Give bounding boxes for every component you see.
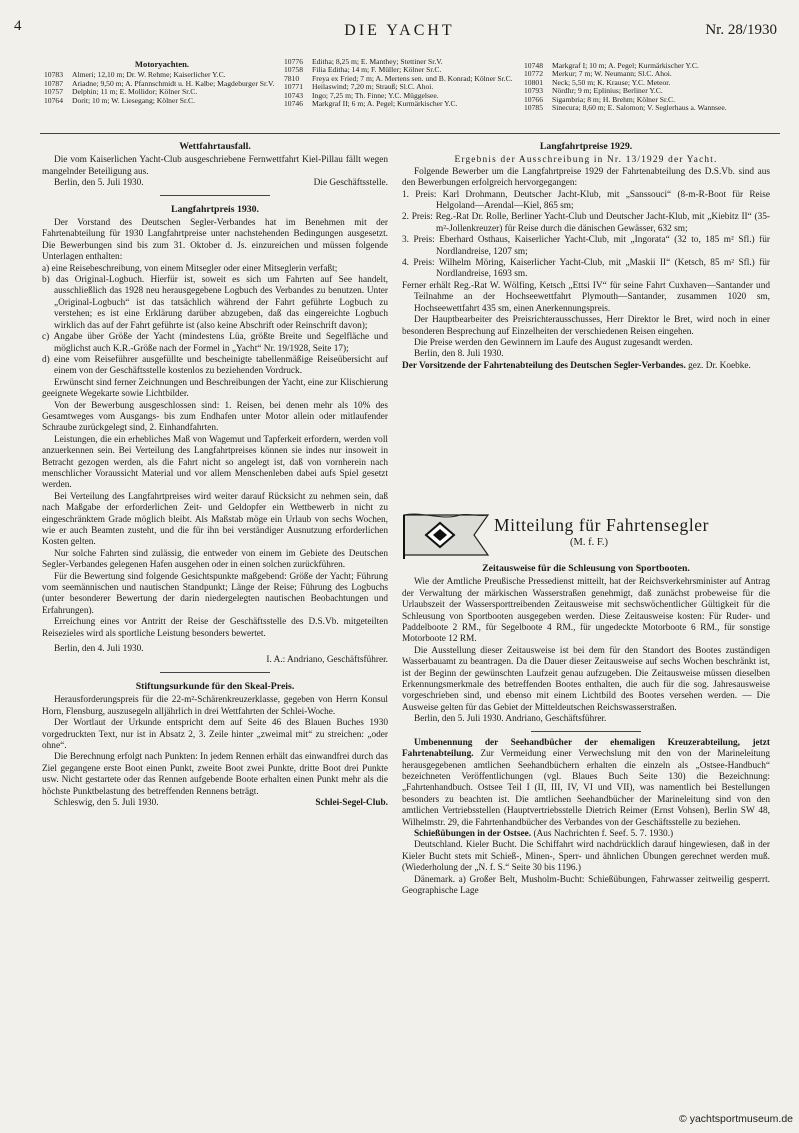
mitteilung-subtitle: (M. f. F.) [570, 537, 608, 548]
list-item [284, 100, 516, 108]
wettfahrtausfall-signer: Die Geschäftsstelle. [313, 178, 388, 189]
paragraph: Von der Bewerbung ausgeschlossen sind: 1. Reisen, bei denen mehr als 10% des Gesamtweges vom Ausgangs- bis zum Endhafen unter Motor allein oder mitlaufender Schraube zurückgelegt sind, 2. Einhandfahrten. [42, 400, 388, 434]
paragraph: Erreichung eines vor Antritt der Reise der Geschäftsstelle des D.S.Vb. mitgeteilten Reisezieles wird als sportliche Leistung besonders bewertet. [42, 617, 388, 639]
motoryachten-col-3 [524, 62, 774, 112]
langfahrtpreis-item-a: a) eine Reisebeschreibung, von einem Mitsegler oder einer Mitseglerin verfaßt; [42, 263, 338, 274]
paragraph: Wie der Amtliche Preußische Pressedienst mitteilt, hat der Reichsverkehrsminister auf Antrag der Verwaltung der märkischen Wasserstraßen genehmigt, daß zunächst probeweise für die Urlaubszeit der Wassersporttreibenden Zeitausweise mit sechswöchentlicher Gültigkeit für die Schleusung von Sportbooten ausgegeben werden. Diese Zeitausweise kosten: Für Ruder- und Paddelboote 2 RM., für Segelboote 4 RM., für ungedeckte Motorboote 6 RM., für sonstige Motorboote 12 RM. [402, 577, 770, 645]
yacht-number: 10772 [524, 69, 543, 79]
stiftungsurkunde-signer: Schlei-Segel-Club. [315, 797, 388, 808]
langfahrtpreise-1929-heading: Langfahrtpreise 1929. [539, 141, 633, 152]
signer-title: Der Vorsitzende der Fahrtenabteilung des Deutschen Segler-Verbandes. [402, 360, 686, 371]
schiessuebungen-heading: Schießübungen in der Ostsee. [414, 828, 532, 839]
prize-2: 2. Preis: Reg.-Rat Dr. Rolle, Berliner Yacht-Club und Deutscher Jacht-Klub, mit „Kiebitz II“ (35-m²-Jollenkreuzer) für Reise durch die dänischen Gewässer, 632 sm; [402, 212, 770, 234]
yacht-entry: Nördhr; 9 m; Eplinius; Berliner Y.C. [552, 86, 663, 96]
wettfahrtausfall-heading: Wettfahrtausfall. [179, 141, 251, 152]
yacht-number: 10764 [44, 95, 63, 105]
langfahrtpreise-1929-signer [402, 361, 770, 372]
zeitausweise-heading: Zeitausweise für die Schleusung von Sportbooten. [482, 563, 690, 574]
yacht-entry: Dorit; 10 m; W. Liesegang; Kölner Sr.C. [72, 95, 195, 105]
langfahrtpreis-item-d: d) eine vom Reiseführer ausgefüllte und bescheinigte tabellenmäßige Reiseübersicht auf einem von der Geschäftsstelle kostenlos zu beziehenden Vordruck. [42, 354, 388, 377]
yacht-number: 10766 [524, 94, 543, 104]
umbenennung-text: Zur Vermeidung einer Verwechslung mit den von der Marineleitung herausgegebenen amtlichen Seehandbüchern erhalten die einzeln als „Ostsee-Handbuch“ bezeichneten Veröffentlichungen (vgl. Blaues Buch Seite 130) die Bezeichnung: „Fahrtenhandbuch. Ostsee Teil I (II, III, IV, VI und VII), was namentlich bei Bestellungen besonders zu beachten ist. Die amtlichen Seehandbücher der Marineleitung sind von den amtlichen Vertriebsstellen (Hauptvertriebsstelle Dietrich Reimer (Ernst Vohsen), Berlin SW 48, Wilhelmstr. 29, die Fahrtenhandbücher des Verbandes von der Geschäftsstelle zu beziehen. [402, 749, 770, 828]
paragraph: Ferner erhält Reg.-Rat W. Wölfing, Ketsch „Ettsi IV“ für seine Fahrt Cuxhaven—Santander und Teilnahme an der Hochseewettfahrt Plymouth—Santander, zusammen 1020 sm, Hochseewettfahrt 435 sm, einen Anerkennungspreis. [402, 280, 770, 314]
section-divider [40, 133, 780, 134]
paragraph: Dänemark. a) Großer Belt, Musholm-Bucht: Schießübungen, Fahrwasser zeitweilig gesperrt. Geographische Lage [402, 874, 770, 896]
yacht-number: 10785 [524, 103, 543, 113]
section-divider [160, 195, 270, 196]
zeitausweise-signer: Andriano, Geschäftsführer. [505, 714, 607, 725]
paragraph: Der Hauptbearbeiter des Preisrichterausschusses, Herr Direktor le Bret, wird noch in einer besonderen Besprechung auf Einzelheiten der verschiedenen Reisen eingehen. [402, 315, 770, 337]
pennant-flag-icon [402, 511, 492, 559]
running-title: DIE YACHT [344, 22, 455, 39]
langfahrtpreis-intro: Der Vorstand des Deutschen Segler-Verbandes hat im Benehmen mit der Fahrtenabteilung für 1930 Langfahrtpreise unter nachstehenden Bedingungen ausgesetzt. Die Bewerbungen sind bis zum 31. Oktober d. Js. einzureichen und müssen folgende Unterlagen enthalten: [42, 218, 388, 263]
yacht-entry: Sigambria; 8 m; H. Brehm; Kölner Sr.C. [552, 94, 675, 104]
left-column [42, 141, 388, 809]
yacht-entry: Markgraf I; 10 m; A. Pegel; Kurmärkischer Y.C. [552, 61, 699, 70]
wettfahrtausfall-text: Die vom Kaiserlichen Yacht-Club ausgeschriebene Fernwettfahrt Kiel-Pillau fällt wegen mangelnder Beteiligung aus. [42, 155, 388, 177]
right-column-upper [402, 141, 770, 372]
zeitausweise-signature [402, 714, 770, 725]
yacht-entry: Ingo; 7,25 m; Th. Finne; Y.C. Müggelsee. [312, 90, 439, 100]
yacht-number: 10793 [524, 86, 543, 96]
motoryachten-col-2 [284, 58, 516, 108]
umbenennung-heading: Umbenennung der Seehandbücher der ehemaligen Kreuzerabteilung, jetzt Fahrtenabteilung. [402, 737, 770, 760]
list-item [44, 97, 280, 105]
paragraph: Erwünscht sind ferner Zeichnungen und Beschreibungen der Yacht, eine zur Klischierung geeignete Wegekarte sowie Lichtbilder. [42, 377, 388, 400]
paragraph: Nur solche Fahrten sind zulässig, die entweder von einem im Gebiete des Deutschen Segler-Verbandes gelegenen Hafen ausgehen oder in einen solchen zurückführen. [42, 548, 388, 571]
langfahrtpreise-1929-intro: Folgende Bewerber um die Langfahrtpreise 1929 der Fahrtenabteilung des D.S.Vb. sind aus den Bewerbungen erfolgreich hervorgegangen: [402, 166, 770, 189]
right-column-lower [402, 563, 770, 897]
langfahrtpreis-signer: I. A.: Andriano, Geschäftsführer. [266, 655, 388, 666]
yacht-entry: Markgraf II; 6 m; A. Pegel; Kurmärkischer Y.C. [312, 99, 458, 109]
paragraph: Bei Verteilung des Langfahrtpreises wird weiter darauf Rücksicht zu nehmen sein, daß nach Maßgabe der erforderlichen Zeit- und Geldopfer ein Wettbewerb in nicht zu eingeschränktem Grade möglich bleibt. Als Maßstab möge ein Urlaub von sechs Wochen, wie er auch Beamten zusteht, und die für ihn bei verständiger Ausnutzung erforderlichen Kosten gelten. [42, 491, 388, 548]
yacht-entry: Ariadne; 9,50 m; A. Pfannschmidt u. H. Kalbe; Magdeburger Sr.V. [72, 78, 275, 88]
yacht-number: 10771 [284, 82, 303, 92]
section-divider [160, 672, 270, 673]
schiessuebungen-paragraph [402, 829, 770, 840]
umbenennung-paragraph [402, 738, 770, 829]
paragraph: Herausforderungspreis für die 22-m²-Schärenkreuzerklasse, gegeben von Herrn Konsul Horn, Flensburg, auszusegeln alljährlich in drei Wettfahrten der Schlei-Woche. [42, 695, 388, 717]
copyright-watermark: © yachtsportmuseum.de [679, 1113, 793, 1125]
langfahrtpreis-item-c: c) Angabe über Größe der Yacht (mindestens Lüa, größte Breite und Segelfläche und möglichst auch K.R.-Größe nach der Formel in „Yacht“ Nr. 19/1928, Seite 17); [42, 332, 388, 354]
stiftungsurkunde-heading: Stiftungsurkunde für den Skeal-Preis. [135, 680, 295, 692]
yacht-number: 10758 [284, 65, 303, 75]
langfahrtpreis-heading: Langfahrtpreis 1930. [171, 203, 259, 215]
yacht-entry: Heilaswind; 7,20 m; Strauß; Sl.C. Ahoi. [312, 82, 434, 92]
prize-1: 1. Preis: Karl Drohmann, Deutscher Jacht-Klub, mit „Sanssouci“ (8-m-R-Boot für Reise Helgoland—Arendal—Kiel, 865 sm; [402, 189, 770, 212]
yacht-number: 10743 [284, 90, 303, 100]
langfahrtpreise-1929-subheading: Ergebnis der Ausschreibung in Nr. 13/1929 der Yacht. [454, 155, 718, 166]
yacht-number: 7810 [284, 73, 300, 83]
mitteilung-title: Mitteilung für Fahrtensegler [494, 515, 710, 535]
yacht-entry: Merkur; 7 m; W. Neumann; Sl.C. Ahoi. [552, 69, 672, 79]
prize-4: 4. Preis: Wilhelm Möring, Kaiserlicher Yacht-Club, mit „Maskii II“ (Ketsch, 85 m² Sfl.) für Nordlandreise, 1693 sm. [402, 258, 770, 280]
wettfahrtausfall-signature [42, 178, 388, 189]
zeitausweise-date: Berlin, den 5. Juli 1930. [414, 714, 504, 725]
paragraph: Die Preise werden den Gewinnern im Laufe des August zugesandt werden. [414, 337, 693, 348]
yacht-number: 10801 [524, 77, 543, 87]
yacht-entry: Delphin; 11 m; E. Mollidor; Kölner Sr.C. [72, 87, 198, 97]
issue-number: Nr. 28/1930 [705, 22, 777, 38]
yacht-entry: Sinecura; 8,60 m; E. Salomon; V. Seglerhaus a. Wannsee. [552, 103, 727, 113]
page-number: 4 [14, 18, 22, 34]
langfahrtpreis-date: Berlin, den 4. Juli 1930. [54, 644, 144, 655]
paragraph: Für die Bewertung sind folgende Gesichtspunkte maßgebend: Größe der Yacht; Führung vom seemännischen und nautischen Standpunkt; Länge der Reise; Führung des Logbuchs (unter besonderer Bewertung der darin niedergelegten nautischen Beobachtungen und Erfahrungen). [42, 571, 388, 616]
yacht-number: 10776 [284, 57, 303, 66]
paragraph: Die Ausstellung dieser Zeitausweise ist bei dem für den Standort des Bootes zuständigen Wasserbauamt zu beantragen. Da die Dauer dieser Zeitausweise auf sechs Wochen beschränkt ist, ist der Beginn der gewünschten Laufzeit genau aufzugeben. Die Zeitausweise müssen dieselben Erkennungsmerkmale des betreffenden Bootes enthalten, die auch für die sog. Jahresausweise vorgeschrieben sind, und ebenso mit einem Lichtbild des Bootes versehen werden. — Die Ausweise gelten für das Gebiet der Mitteldeutschen Reichswasserstraßen. [402, 645, 770, 713]
section-divider [531, 731, 641, 732]
yacht-number: 10787 [44, 78, 63, 88]
paragraph: Deutschland. Kieler Bucht. Die Schiffahrt wird nachdrücklich darauf hingewiesen, daß in der Kieler Bucht stets mit Schieß-, Minen-, Sperr- und ähnlichen Übungen gerechnet werden muß. (Wiederholung der „N. f. S.“ Seite 30 bis 1196.) [402, 840, 770, 874]
motoryachten-heading: Motoryachten. [134, 59, 190, 69]
paragraph: Die Berechnung erfolgt nach Punkten: In jedem Rennen erhält das einwandfrei durch das Ziel gegangene erste Boot einen Punkt, zweite Boot zwei Punkte, dritte Boot drei Punkte usw. Nicht gestartete oder das Rennen aufgebende Boote erhalten einen Punkt mehr als die höchste Punktbelastung des betreffenden Rennens beträgt. [42, 752, 388, 797]
yacht-entry: Almeri; 12,10 m; Dr. W. Rehme; Kaiserlicher Y.C. [72, 70, 226, 80]
stiftungsurkunde-signature [42, 798, 388, 809]
yacht-number: 10746 [284, 99, 303, 109]
schiessuebungen-source: (Aus Nachrichten f. Seef. 5. 7. 1930.) [533, 828, 674, 839]
langfahrtpreise-1929-date: Berlin, den 8. Juli 1930. [414, 349, 504, 360]
motoryachten-col-1 [44, 60, 280, 105]
wettfahrtausfall-date: Berlin, den 5. Juli 1930. [54, 178, 144, 189]
yacht-entry: Freya ex Fried; 7 m; A. Mertens sen. und B. Konrad; Kölner Sr.C. [312, 73, 513, 83]
prize-3: 3. Preis: Eberhard Osthaus, Kaiserlicher Yacht-Club, mit „Ingorata“ (32 to, 185 m² Sfl.) für Nordlandreise, 1207 sm; [402, 235, 770, 257]
langfahrtpreis-item-b: b) das Original-Logbuch. Hierfür ist, soweit es sich um Fahrten auf See handelt, ausschließlich das 1928 neu herausgegebene Logbuch des Verbandes zu benutzen. Unter „Original-Logbuch“ ist das tatsächlich während der Fahrt geführte Logbuch zu verstehen; es ist eine Erklärung darüber abzugeben, daß das eingereichte Logbuch wirklich das auf der Fahrt geführte ist (also keine Abschrift oder Reinschrift davon); [42, 275, 388, 331]
stiftungsurkunde-date: Schleswig, den 5. Juli 1930. [54, 797, 159, 808]
yacht-entry: Editha; 8,25 m; E. Manthey; Stettiner Sr.V. [312, 57, 443, 66]
yacht-number: 10757 [44, 87, 63, 97]
yacht-entry: Filia Editha; 14 m; F. Müller; Kölner Sr.C. [312, 65, 442, 75]
paragraph: Leistungen, die ein erhebliches Maß von Wagemut und Tapferkeit erfordern, werden voll anzuerkennen sein. Bei Verteilung des Langfahrtpreises können sie indes nur insoweit in Betracht gezogen werden, als die Fahrt nicht so angelegt ist, daß von vornherein nach menschlicher Voraussicht Material und vor allem Menschenleben dabei aufs Spiel gesetzt werden. [42, 434, 388, 491]
yacht-entry: Neck; 5,50 m; K. Krause; Y.C. Meteor. [552, 77, 671, 87]
paragraph: Der Wortlaut der Urkunde entspricht dem auf Seite 46 des Blauen Buches 1930 vorgedruckten Text, nur ist in Absatz 2, 3. Zeile hinter „zweimal mit“ zu streichen: „oder ohne“. [42, 718, 388, 751]
list-item [524, 104, 774, 112]
yacht-number: 10748 [524, 61, 543, 70]
yacht-number: 10783 [44, 70, 63, 80]
signer-name: gez. Dr. Koebke. [688, 360, 751, 371]
mitteilung-banner [402, 511, 790, 559]
